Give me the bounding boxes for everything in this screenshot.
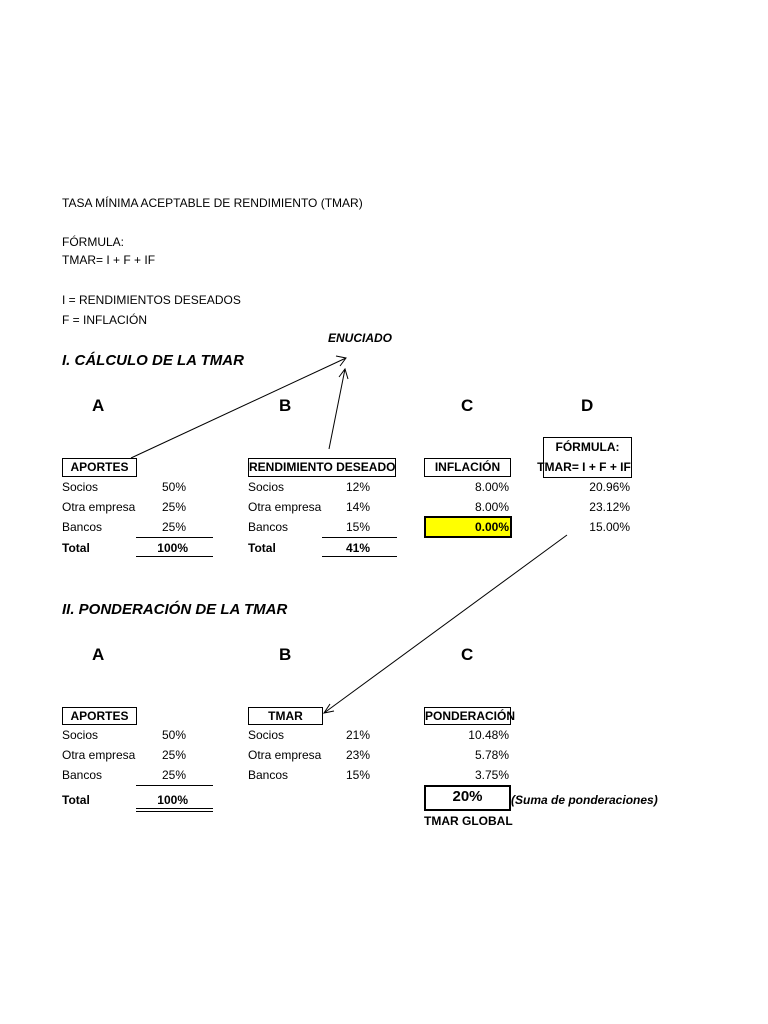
tmar-global-note: (Suma de ponderaciones) bbox=[511, 793, 658, 807]
section2-tmar-value: 15% bbox=[345, 768, 370, 782]
formula-text: TMAR= I + F + IF bbox=[62, 253, 156, 267]
section2-aportes-header: APORTES bbox=[62, 707, 137, 725]
section1-aportes-total-label: Total bbox=[62, 541, 90, 555]
section1-col-b: B bbox=[279, 396, 292, 415]
section2-aportes-label: Bancos bbox=[62, 768, 103, 782]
section2-aportes-value: 50% bbox=[161, 728, 186, 742]
section2-title: II. PONDERACIÓN DE LA TMAR bbox=[62, 601, 288, 618]
document-title: TASA MÍNIMA ACEPTABLE DE RENDIMIENTO (TMAR) bbox=[62, 196, 363, 210]
section2-tmar-value: 21% bbox=[345, 728, 370, 742]
tmar-global-label: TMAR GLOBAL bbox=[424, 814, 513, 828]
section2-ponderacion-value: 5.78% bbox=[474, 748, 509, 762]
section2-tmar-label: Socios bbox=[248, 728, 285, 742]
section2-tmar-label: Otra empresa bbox=[248, 748, 322, 762]
section1-rendimiento-total-label: Total bbox=[248, 541, 276, 555]
section2-aportes-label: Socios bbox=[62, 728, 99, 742]
section1-aportes-label: Otra empresa bbox=[62, 500, 136, 514]
section1-rendimiento-value: 14% bbox=[345, 500, 370, 514]
arrow-tmar-to-section2 bbox=[324, 535, 567, 713]
section1-aportes-header: APORTES bbox=[62, 458, 137, 477]
definition-f: F = INFLACIÓN bbox=[62, 313, 148, 327]
section2-ponderacion-value: 3.75% bbox=[474, 768, 509, 782]
section1-tmar-value: 20.96% bbox=[589, 480, 630, 494]
arrowhead bbox=[336, 356, 346, 366]
section2-tmar-label: Bancos bbox=[248, 768, 289, 782]
formula-box-line2: TMAR= I + F + IF bbox=[537, 460, 631, 474]
section1-aportes-label: Socios bbox=[62, 480, 99, 494]
section1-aportes-value: 25% bbox=[161, 500, 186, 514]
section2-ponderacion-value: 10.48% bbox=[468, 728, 509, 742]
section1-rendimiento-value: 15% bbox=[345, 520, 370, 534]
section1-aportes-total-value: 100% bbox=[157, 541, 188, 555]
section2-aportes-label: Otra empresa bbox=[62, 748, 136, 762]
section2-tmar-header: TMAR bbox=[248, 707, 323, 725]
section1-rendimiento-label: Socios bbox=[248, 480, 285, 494]
definition-i: I = RENDIMIENTOS DESEADOS bbox=[62, 293, 241, 307]
section1-tmar-value: 23.12% bbox=[589, 500, 630, 514]
arrow-rendimiento-to-enunciado bbox=[329, 369, 345, 449]
section1-inflacion-value: 8.00% bbox=[474, 500, 509, 514]
section2-col-b: B bbox=[279, 645, 292, 664]
section1-rendimiento-value: 12% bbox=[345, 480, 370, 494]
section1-inflacion-header: INFLACIÓN bbox=[424, 458, 511, 477]
section2-aportes-value: 25% bbox=[161, 748, 186, 762]
section2-tmar-value: 23% bbox=[345, 748, 370, 762]
enunciado-annotation: ENUCIADO bbox=[328, 331, 393, 345]
formula-box-line1: FÓRMULA: bbox=[555, 440, 620, 454]
section1-aportes-value: 50% bbox=[161, 480, 186, 494]
section1-aportes-value: 25% bbox=[161, 520, 186, 534]
section1-inflacion-value-highlighted: 0.00% bbox=[474, 520, 509, 534]
section2-aportes-total-label: Total bbox=[62, 793, 90, 807]
section2-aportes-value: 25% bbox=[161, 768, 186, 782]
section1-col-a: A bbox=[92, 396, 105, 415]
section1-aportes-label: Bancos bbox=[62, 520, 103, 534]
arrow-aportes-to-enunciado bbox=[131, 358, 346, 458]
section2-ponderacion-header: PONDERACIÓN bbox=[425, 709, 516, 723]
section1-col-d: D bbox=[581, 396, 594, 415]
section2-col-c: C bbox=[461, 645, 474, 664]
section1-title: I. CÁLCULO DE LA TMAR bbox=[62, 352, 244, 369]
arrowhead bbox=[324, 704, 334, 713]
section1-tmar-value: 15.00% bbox=[589, 520, 630, 534]
formula-label: FÓRMULA: bbox=[62, 235, 125, 249]
section2-col-a: A bbox=[92, 645, 105, 664]
tmar-global-box: 20% bbox=[424, 785, 511, 811]
section2-aportes-total-value: 100% bbox=[157, 793, 188, 807]
section1-col-c: C bbox=[461, 396, 474, 415]
section1-inflacion-value: 8.00% bbox=[474, 480, 509, 494]
section1-rendimiento-label: Otra empresa bbox=[248, 500, 322, 514]
section1-rendimiento-header: RENDIMIENTO DESEADO bbox=[248, 458, 396, 477]
section1-rendimiento-label: Bancos bbox=[248, 520, 289, 534]
section1-rendimiento-total-value: 41% bbox=[345, 541, 370, 555]
